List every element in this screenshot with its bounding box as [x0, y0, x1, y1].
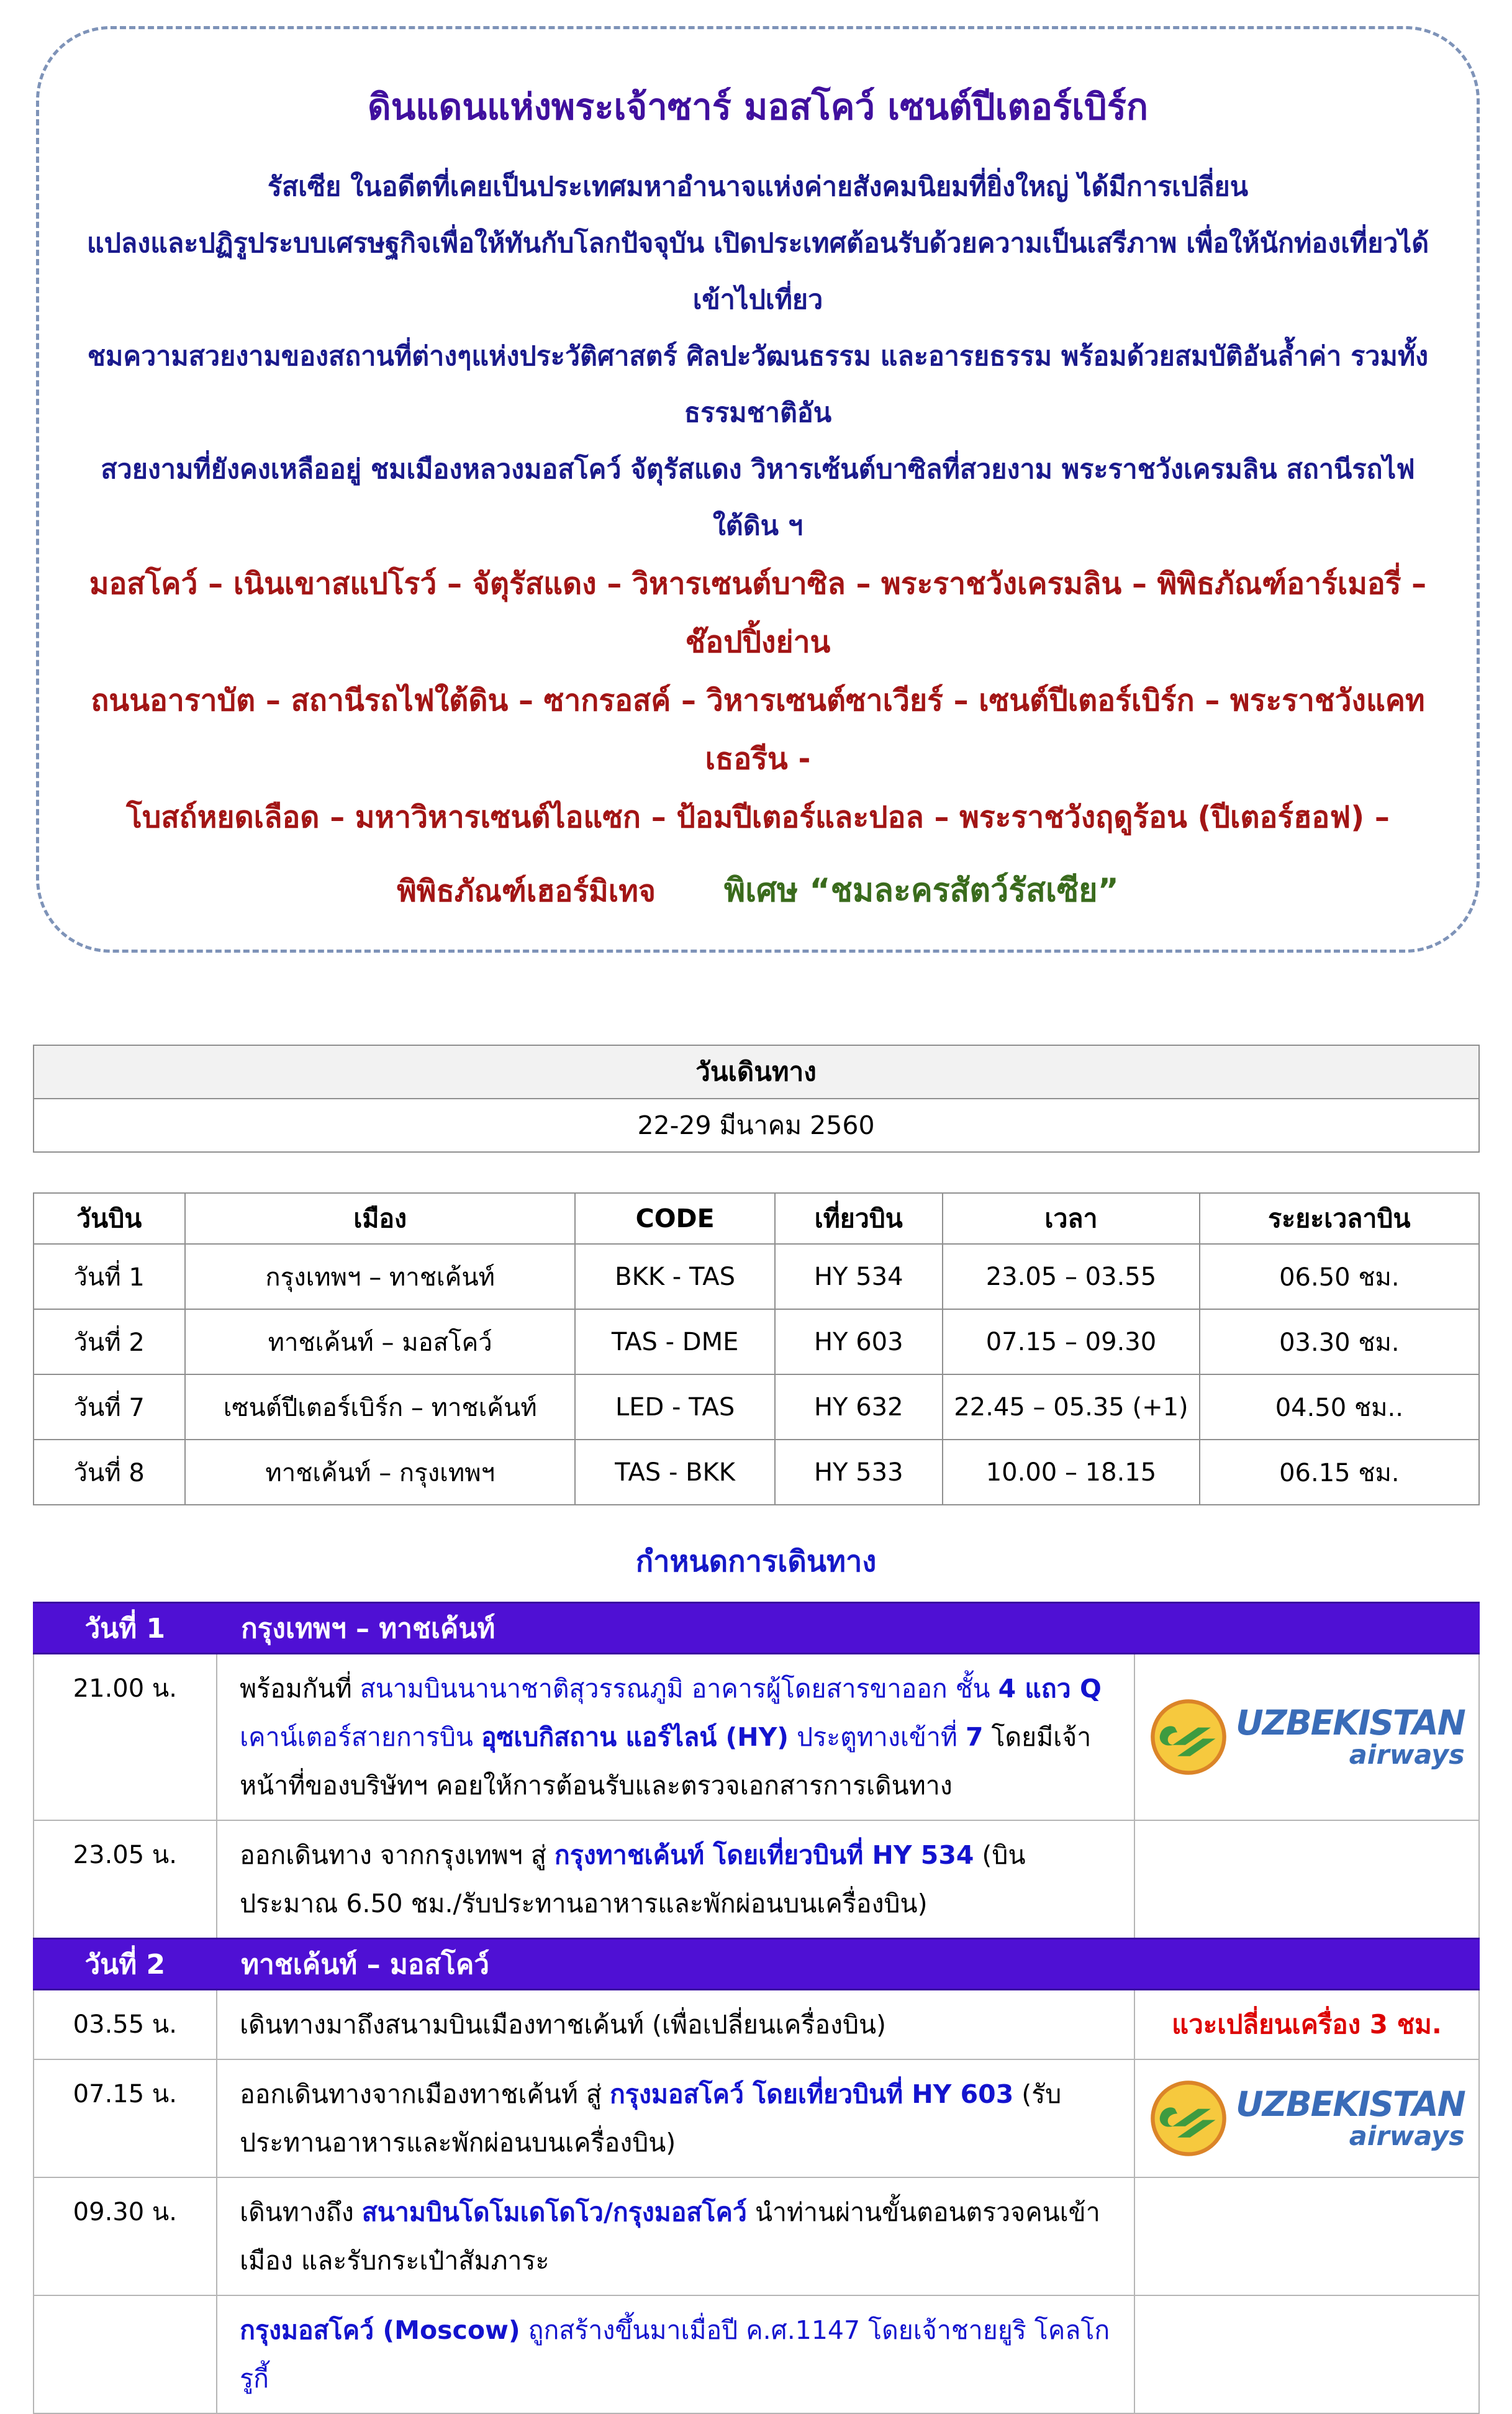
desc-segment: (บินประมาณ 6.50 ชม./รับประทานอาหารและพักผ่อนบนเครื่องบิน)	[240, 1840, 1026, 1918]
flight-time: 10.00 – 18.15	[943, 1440, 1200, 1505]
airline-name-label: UZBEKISTAN	[1236, 1703, 1465, 1743]
desc-segment: (รับประทานอาหารและพักผ่อนบนเครื่องบิน)	[240, 2079, 1062, 2158]
flight-row-2	[34, 1309, 1479, 1374]
flight-code: TAS - BKK	[575, 1440, 774, 1505]
time-label: 21.00 น.	[34, 1654, 217, 1821]
flight-city: ทาชเค้นท์ – กรุงเทพฯ	[185, 1440, 576, 1505]
flight-city: กรุงเทพฯ – ทาชเค้นท์	[185, 1244, 576, 1309]
desc-segment: ประตูทางเข้าที่	[789, 1722, 966, 1752]
col-header-code: CODE	[575, 1193, 774, 1244]
flight-code: LED - TAS	[575, 1374, 774, 1440]
time-label: 09.30 น.	[34, 2177, 217, 2295]
uzbekistan-airways-emblem-icon	[1149, 2079, 1228, 2158]
desc-segment: ถูกสร้างขึ้นมาเมื่อปี ค.ศ.1147 โดยเจ้าชายยูริ โคลโกรูกี้	[240, 2315, 1110, 2394]
flight-duration: 04.50 ชม..	[1200, 1374, 1478, 1440]
schedule-description	[217, 1654, 1134, 1821]
tour-description-line-1: รัสเซีย ในอดีตที่เคยเป็นประเทศมหาอำนาจแห่งค่ายสังคมนิยมที่ยิ่งใหญ่ ได้มีการเปลี่ยน	[267, 171, 1249, 202]
time-label: 07.15 น.	[34, 2059, 217, 2177]
col-header-flight-no: เที่ยวบิน	[775, 1193, 943, 1244]
desc-segment: สนามบินโดโมเดโดโว/กรุงมอสโคว์	[361, 2197, 747, 2227]
flight-code: BKK - TAS	[575, 1244, 774, 1309]
flight-duration: 06.50 ชม.	[1200, 1244, 1478, 1309]
schedule-row-2100	[34, 1654, 1479, 1821]
flight-row-3	[34, 1374, 1479, 1440]
flight-row-1	[34, 1244, 1479, 1309]
tour-route-line-2: ถนนอาราบัต – สถานีรถไฟใต้ดิน – ซากรอสค์ – วิหารเซนต์ซาเวียร์ – เซนต์ปีเตอร์เบิร์ก – พระราชวังแคทเธอรีน -	[91, 683, 1425, 776]
tour-description-line-3: ชมความสวยงามของสถานที่ต่างๆแห่งประวัติศาสตร์ ศิลปะวัฒนธรรม และอารยธรรม พร้อมด้วยสมบัติอันล้ำค่า รวมทั้งธรรมชาติอัน	[87, 341, 1429, 429]
flight-time: 07.15 – 09.30	[943, 1309, 1200, 1374]
schedule-description	[217, 1820, 1134, 1939]
uzbekistan-airways-logo	[1140, 1697, 1473, 1777]
empty-side-cell	[1134, 1820, 1478, 1939]
day-1-header-row	[34, 1603, 1479, 1654]
day-1-route: กรุงเทพฯ – ทาชเค้นท์	[217, 1603, 1478, 1654]
desc-segment: นำท่านผ่านขั้นตอนตรวจคนเข้าเมือง และรับกระเป๋าสัมภาระ	[240, 2197, 1100, 2276]
empty-time-cell	[34, 2295, 217, 2413]
tour-itinerary-document	[0, 26, 1512, 2394]
flight-day: วันที่ 2	[34, 1309, 185, 1374]
flight-duration: 06.15 ชม.	[1200, 1440, 1478, 1505]
schedule-row-2305	[34, 1820, 1479, 1939]
col-header-flight-day: วันบิน	[34, 1193, 185, 1244]
special-show-label: พิเศษ “ชมละครสัตว์รัสเซีย”	[723, 872, 1119, 909]
travel-date-value: 22-29 มีนาคม 2560	[34, 1099, 1479, 1152]
schedule-row-moscow-info	[34, 2295, 1479, 2413]
flight-table-header-row	[34, 1193, 1479, 1244]
col-header-time: เวลา	[943, 1193, 1200, 1244]
flight-day: วันที่ 8	[34, 1440, 185, 1505]
flight-time: 22.45 – 05.35 (+1)	[943, 1374, 1200, 1440]
day-2-label: วันที่ 2	[34, 1939, 217, 1990]
uzbekistan-airways-logo	[1140, 2079, 1473, 2158]
desc-segment: กรุงมอสโคว์ โดยเที่ยวบินที่ HY 603	[609, 2079, 1014, 2109]
itinerary-title: กำหนดการเดินทาง	[635, 1545, 877, 1579]
itinerary-table	[33, 1602, 1480, 2414]
airline-sub-label: airways	[1349, 1740, 1465, 1771]
desc-segment: อุซเบกิสถาน แอร์ไลน์ (HY)	[481, 1722, 789, 1752]
desc-segment: เดินทางมาถึงสนามบินเมืองทาชเค้นท์ (เพื่อเปลี่ยนเครื่องบิน)	[240, 2010, 887, 2040]
desc-segment: 7	[965, 1722, 984, 1752]
flight-no: HY 533	[775, 1440, 943, 1505]
desc-segment: 4 แถว Q	[998, 1674, 1102, 1704]
airline-logo-cell	[1134, 2059, 1478, 2177]
col-header-duration: ระยะเวลาบิน	[1200, 1193, 1478, 1244]
col-header-city: เมือง	[185, 1193, 576, 1244]
tour-summary-box	[36, 26, 1480, 953]
flight-duration: 03.30 ชม.	[1200, 1309, 1478, 1374]
day-2-route: ทาชเค้นท์ – มอสโคว์	[217, 1939, 1478, 1990]
tour-description-line-4: สวยงามที่ยังคงเหลืออยู่ ชมเมืองหลวงมอสโคว์ จัตุรัสแดง วิหารเซ้นต์บาซิลที่สวยงาม พระราชวังเครมลิน สถานีรถไฟใต้ดิน ฯ	[101, 454, 1415, 542]
transit-note: แวะเปลี่ยนเครื่อง 3 ชม.	[1172, 2009, 1442, 2040]
flight-time: 23.05 – 03.55	[943, 1244, 1200, 1309]
schedule-row-0930	[34, 2177, 1479, 2295]
desc-segment: กรุงทาชเค้นท์ โดยเที่ยวบินที่ HY 534	[554, 1840, 974, 1870]
tour-route-line-3: โบสถ์หยดเลือด – มหาวิหารเซนต์ไอแซก – ป้อมปีเตอร์และปอล – พระราชวังฤดูร้อน (ปีเตอร์ฮอฟ) –	[126, 800, 1390, 835]
desc-segment: เดินทางถึง	[240, 2197, 362, 2227]
flight-city: เซนต์ปีเตอร์เบิร์ก – ทาชเค้นท์	[185, 1374, 576, 1440]
flight-no: HY 632	[775, 1374, 943, 1440]
schedule-description	[217, 2295, 1134, 2413]
schedule-row-0715	[34, 2059, 1479, 2177]
airline-logo-cell	[1134, 1654, 1478, 1821]
tour-route-line-1: มอสโคว์ – เนินเขาสแปโรว์ – จัตุรัสแดง – วิหารเซนต์บาซิล – พระราชวังเครมลิน – พิพิธภัณฑ์อาร์เมอรี่ – ช๊อปปิ้งย่าน	[89, 566, 1427, 660]
desc-segment: สนามบินนานาชาติสุวรรณภูมิ อาคารผู้โดยสารขาออก ชั้น	[360, 1674, 998, 1704]
desc-segment: เคาน์เตอร์สายการบิน	[240, 1722, 481, 1752]
day-1-label: วันที่ 1	[34, 1603, 217, 1654]
empty-side-cell	[1134, 2177, 1478, 2295]
desc-segment: กรุงมอสโคว์ (Moscow)	[240, 2315, 520, 2345]
tour-title: ดินแดนแห่งพระเจ้าซาร์ มอสโคว์ เซนต์ปีเตอร์เบิร์ก	[367, 86, 1149, 128]
flight-no: HY 534	[775, 1244, 943, 1309]
transit-note-cell	[1134, 1990, 1478, 2060]
schedule-row-0355	[34, 1990, 1479, 2060]
flight-row-4	[34, 1440, 1479, 1505]
tour-description-line-2: แปลงและปฏิรูประบบเศรษฐกิจเพื่อให้ทันกับโลกปัจจุบัน เปิดประเทศต้อนรับด้วยความเป็นเสรีภาพ เพื่อให้นักท่องเที่ยวได้เข้าไปเที่ยว	[86, 228, 1429, 315]
desc-segment: พร้อมกันที่	[240, 1674, 360, 1704]
travel-date-header: วันเดินทาง	[34, 1045, 1479, 1099]
airline-name-label: UZBEKISTAN	[1236, 2084, 1465, 2124]
day-2-header-row	[34, 1939, 1479, 1990]
schedule-description	[217, 2177, 1134, 2295]
airline-sub-label: airways	[1349, 2121, 1465, 2152]
time-label: 03.55 น.	[34, 1990, 217, 2060]
flight-no: HY 603	[775, 1309, 943, 1374]
uzbekistan-airways-emblem-icon	[1149, 1697, 1228, 1777]
desc-segment: ออกเดินทาง จากกรุงเทพฯ สู่	[240, 1840, 555, 1870]
flight-code: TAS - DME	[575, 1309, 774, 1374]
flight-table	[33, 1192, 1480, 1505]
desc-segment: ออกเดินทางจากเมืองทาชเค้นท์ สู่	[240, 2079, 610, 2109]
desc-segment: โดยมีเจ้าหน้าที่ของบริษัทฯ คอยให้การต้อนรับและตรวจเอกสารการเดินทาง	[240, 1722, 1092, 1800]
schedule-description	[217, 1990, 1134, 2060]
flight-day: วันที่ 7	[34, 1374, 185, 1440]
hermitage-label: พิพิธภัณฑ์เฮอร์มิเทจ	[397, 874, 656, 909]
travel-date-table	[33, 1045, 1480, 1153]
flight-day: วันที่ 1	[34, 1244, 185, 1309]
tour-route-footer	[76, 864, 1439, 915]
time-label: 23.05 น.	[34, 1820, 217, 1939]
empty-side-cell	[1134, 2295, 1478, 2413]
flight-city: ทาชเค้นท์ – มอสโคว์	[185, 1309, 576, 1374]
schedule-description	[217, 2059, 1134, 2177]
